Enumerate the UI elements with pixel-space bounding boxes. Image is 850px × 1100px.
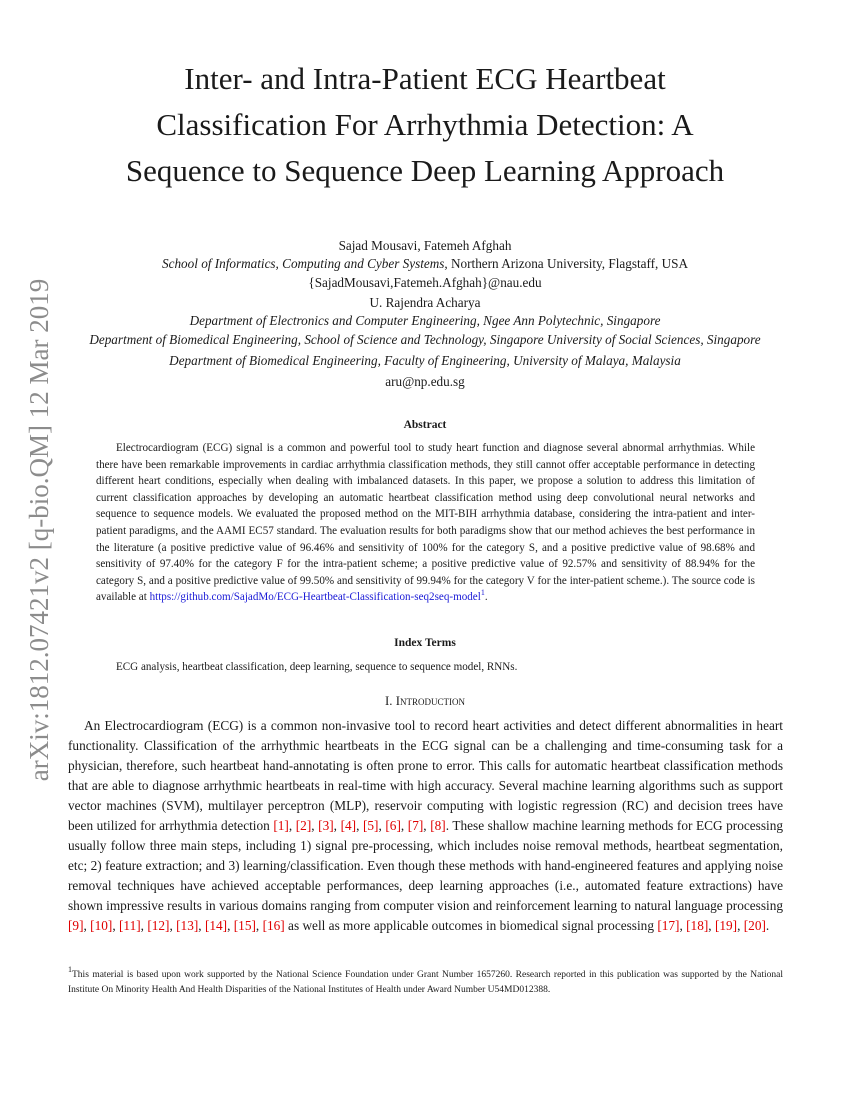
affiliation-suss: Department of Biomedical Engineering, School of Science and Technology, Singapore University of Social Sciences, Singapore	[89, 332, 761, 347]
citation-link[interactable]: [16]	[262, 918, 285, 933]
introduction-heading: I. Introduction	[385, 694, 465, 708]
title-line: Sequence to Sequence Deep Learning Approach	[125, 153, 725, 188]
citation-group-arrhythmia: [1], [2], [3], [4], [5], [6], [7], [8]	[273, 818, 446, 833]
author-names-group1: Sajad Mousavi, Fatemeh Afghah	[338, 238, 512, 253]
intro-text: An Electrocardiogram (ECG) is a common non-invasive tool to record heart activities and detect different abnormalities in heart functionality. Classification of the arrhythmic heartbeats in the ECG signal can be a challenging and time-consuming task for a physician, therefore, such heartbeat hand-annotating is often prone to error. This calls for automatic heartbeat classification methods that are able to diagnose arrhythmic heartbeats in real-time with high accuracy. Several machine learning algorithms such as support vector machines (SVM), multilayer perceptron (MLP), reservoir computing with logistic regression (RC) and decision trees have been utilized for arrhythmia detection	[68, 718, 783, 833]
index-terms-body: ECG analysis, heartbeat classification, deep learning, sequence to sequence model, RNNs.	[116, 661, 518, 673]
citation-link[interactable]: [11]	[118, 918, 141, 933]
title-line: Inter- and Intra-Patient ECG Heartbeat	[184, 61, 666, 96]
abstract-heading: Abstract	[403, 419, 447, 431]
affiliation-malaya: Department of Biomedical Engineering, Faculty of Engineering, University of Malaya, Malaysia	[169, 353, 681, 368]
author-email-group1: {SajadMousavi,Fatemeh.Afghah}@nau.edu	[308, 275, 542, 290]
citation-link[interactable]: [5]	[362, 818, 379, 833]
citation-link[interactable]: [18]	[686, 918, 709, 933]
author-name-group2: U. Rajendra Acharya	[369, 295, 481, 310]
citation-link[interactable]: [12]	[147, 918, 170, 933]
citation-group-deep-learning: [9], [10], [11], [12], [13], [14], [15], [16]	[68, 918, 285, 933]
arxiv-margin-stamp: arXiv:1812.07421v2 [q-bio.QM] 12 Mar 2019	[24, 278, 54, 782]
introduction-paragraph	[68, 716, 783, 936]
funding-footnote	[68, 965, 783, 997]
citation-group-biomedical: [17], [18], [19], [20]	[657, 918, 766, 933]
intro-text: .	[765, 918, 770, 933]
footnote-number: 1	[68, 965, 72, 974]
affiliation-ngee-ann: Department of Electronics and Computer Engineering, Ngee Ann Polytechnic, Singapore	[189, 313, 661, 328]
abstract-end: .	[484, 591, 488, 604]
source-code-link[interactable]: https://github.com/SajadMo/ECG-Heartbeat-Classification-seq2seq-model	[149, 591, 481, 604]
citation-link[interactable]: [3]	[318, 818, 334, 833]
abstract-body	[96, 440, 755, 606]
citation-link[interactable]: [13]	[176, 918, 199, 933]
author-email-group2: aru@np.edu.sg	[385, 374, 465, 389]
title-line: Classification For Arrhythmia Detection: A	[156, 107, 694, 142]
citation-link[interactable]: [8]	[430, 818, 446, 833]
affiliation-university: , Northern Arizona University, Flagstaff, USA	[444, 256, 688, 271]
citation-link[interactable]: [14]	[204, 918, 228, 933]
footnote-marker[interactable]: 1	[480, 588, 485, 598]
paper-title	[60, 56, 790, 194]
citation-link[interactable]: [15]	[233, 918, 256, 933]
intro-text: as well as more applicable outcomes in biomedical signal processing	[284, 918, 658, 933]
citation-link[interactable]: [7]	[407, 818, 424, 833]
abstract-text: Electrocardiogram (ECG) signal is a common and powerful tool to study heart function and diagnose several abnormal arrhythmias. While there have been remarkable improvements in cardiac arrhythmia classification methods, they still cannot offer acceptable performance in detecting different heart conditions, especially when dealing with imbalanced datasets. In this paper, we propose a solution to address this limitation of current classification approaches by developing an automatic heartbeat classification method using deep convolutional neural networks and sequence to sequence models. We evaluated the proposed method on the MIT-BIH arrhythmia database, considering the intra-patient and inter-patient paradigms, and the AAMI EC57 standard. The evaluation results for both paradigms show that our method achieves the best performance in the literature (a positive predictive value of 96.46% and sensitivity of 100% for the category S, and a positive predictive value of 98.68% and sensitivity of 97.40% for the category F for the intra-patient scheme; a positive predictive value of 92.57% and sensitivity of 88.94% for the category S, and a positive predictive value of 99.50% and sensitivity of 99.94% for the category V for the inter-patient scheme.). The source code is available at	[96, 442, 755, 604]
citation-link[interactable]: [10]	[90, 918, 113, 933]
citation-link[interactable]: [2]	[295, 818, 312, 833]
citation-link[interactable]: [6]	[385, 818, 401, 833]
citation-link[interactable]: [17]	[657, 918, 680, 933]
citation-link[interactable]: [4]	[340, 818, 357, 833]
citation-link[interactable]: [1]	[273, 818, 289, 833]
intro-text: . These shallow machine learning methods for ECG processing usually follow three main steps, including 1) signal pre-processing, which includes noise removal methods, heartbeat segmentation, etc; 2) feature extraction; and 3) learning/classification. Even though these methods with hand-engineered features and applying noise removal techniques have achieved acceptable performances, deep learning approaches (i.e., automated feature extractions) have shown impressive results in various domains ranging from computer vision and reinforcement learning to natural language processing	[68, 818, 783, 913]
index-terms-heading: Index Terms	[394, 637, 456, 649]
citation-link[interactable]: [20]	[743, 918, 766, 933]
citation-link[interactable]: [19]	[714, 918, 738, 933]
citation-link[interactable]: [9]	[68, 918, 84, 933]
affiliation-school: School of Informatics, Computing and Cyber Systems	[162, 256, 445, 271]
affiliation-group1	[40, 254, 810, 273]
footnote-text: This material is based upon work supported by the National Science Foundation under Grant Number 1657260. Research reported in this publication was supported by the National Institute On Minority Health And Health Disparities of the National Institutes of Health under Award Number U54MD012388.	[68, 970, 783, 995]
